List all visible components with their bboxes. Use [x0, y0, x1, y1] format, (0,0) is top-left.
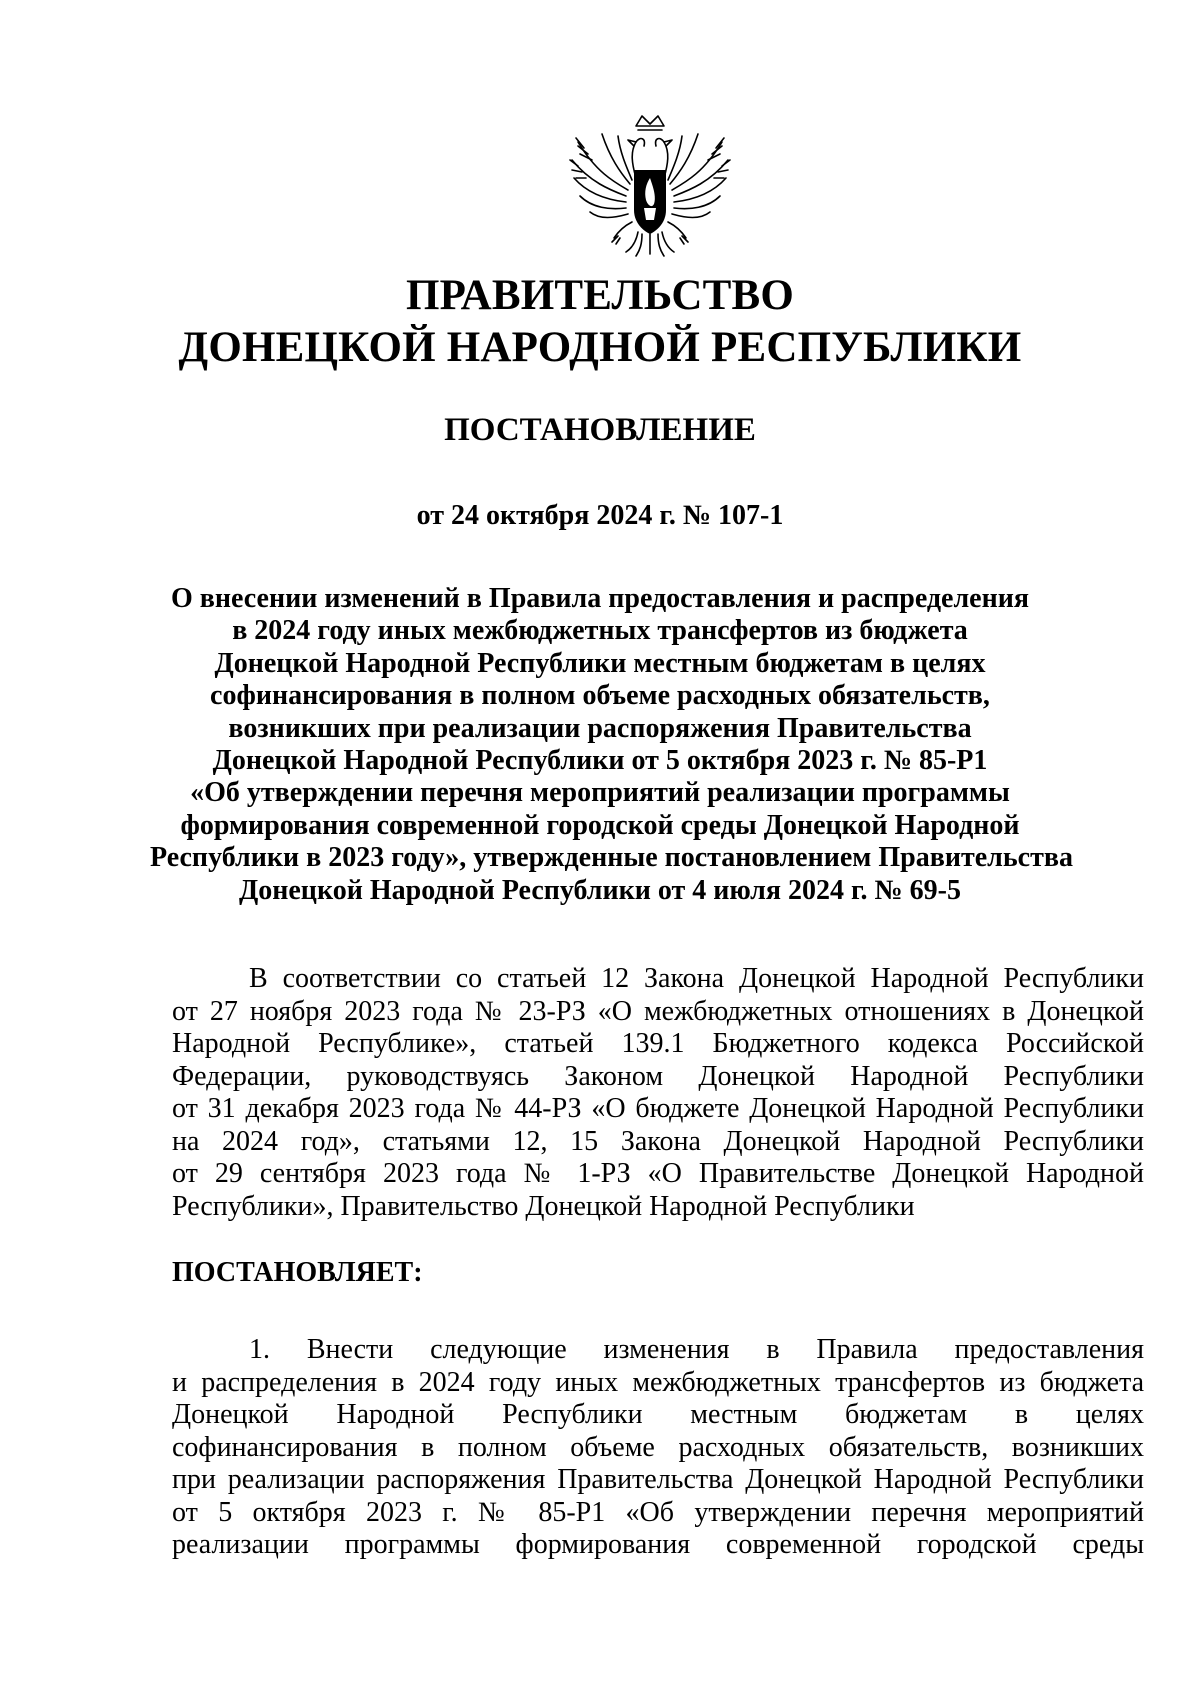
subject-line: формирования современной городской среды Донецкой Народной	[180, 809, 1020, 841]
clause-line: Донецкой Народной Республики местным бюджетам в целях	[172, 1399, 1144, 1430]
clause-line: от 5 октября 2023 г. № 85-Р1 «Об утверждении перечня мероприятий	[172, 1496, 1144, 1528]
document-date-number: от 24 октября 2024 г. № 107-1	[416, 500, 784, 531]
clause-line: и распределения в 2024 году иных межбюджетных трансфертов из бюджета	[172, 1366, 1144, 1398]
clause-line: реализации программы формирования современной городской среды	[172, 1529, 1144, 1560]
subject-line: «Об утверждении перечня мероприятий реализации программы	[190, 777, 1010, 809]
subject-line: Республики в 2023 году», утвержденные постановлением Правительства	[150, 842, 1073, 874]
clause-1-paragraph	[172, 1334, 1144, 1562]
preamble-line: Федерации, руководствуясь Законом Донецкой Народной Республики	[172, 1060, 1144, 1092]
document-subject	[150, 583, 1073, 907]
decree-heading: ПОСТАНОВЛЯЕТ:	[172, 1257, 423, 1288]
subject-line: в 2024 году иных межбюджетных трансфертов из бюджета	[232, 615, 968, 647]
document-type: ПОСТАНОВЛЕНИЕ	[444, 412, 756, 448]
preamble-line: В соответствии со статьей 12 Закона Донецкой Народной Республики	[249, 963, 1144, 994]
clause-line: при реализации распоряжения Правительства Донецкой Народной Республики	[172, 1464, 1144, 1495]
subject-line: Донецкой Народной Республики от 4 июля 2024 г. № 69-5	[238, 874, 962, 906]
preamble-paragraph	[172, 963, 1144, 1223]
preamble-line: от 29 сентября 2023 года № 1-РЗ «О Правительстве Донецкой Народной	[172, 1158, 1144, 1189]
subject-line: софинансирования в полном объеме расходных обязательств,	[210, 680, 990, 712]
clause-line: софинансирования в полном объеме расходных обязательств, возникших	[172, 1431, 1144, 1463]
subject-line: О внесении изменений в Правила предоставления и распределения	[170, 583, 1030, 614]
preamble-line: Республики», Правительство Донецкой Народной Республики	[172, 1190, 915, 1222]
subject-line: возникших при реализации распоряжения Правительства	[228, 712, 972, 744]
clause-line: 1. Внести следующие изменения в Правила предоставления	[249, 1334, 1144, 1365]
preamble-line: от 27 ноября 2023 года № 23-РЗ «О межбюджетных отношениях в Донецкой	[172, 995, 1144, 1027]
coat-of-arms-emblem	[566, 112, 734, 262]
preamble-line: от 31 декабря 2023 года № 44-РЗ «О бюджете Донецкой Народной Республики	[172, 1093, 1144, 1124]
subject-line: Донецкой Народной Республики от 5 октября 2023 г. № 85-Р1	[212, 745, 988, 777]
subject-line: Донецкой Народной Республики местным бюджетам в целях	[214, 647, 986, 679]
preamble-line: Народной Республике», статьей 139.1 Бюджетного кодекса Российской	[172, 1028, 1144, 1059]
government-title-line1: ПРАВИТЕЛЬСТВО	[405, 272, 795, 319]
preamble-line: на 2024 год», статьями 12, 15 Закона Донецкой Народной Республики	[172, 1125, 1144, 1157]
government-title-line2: ДОНЕЦКОЙ НАРОДНОЙ РЕСПУБЛИКИ	[178, 324, 1022, 371]
